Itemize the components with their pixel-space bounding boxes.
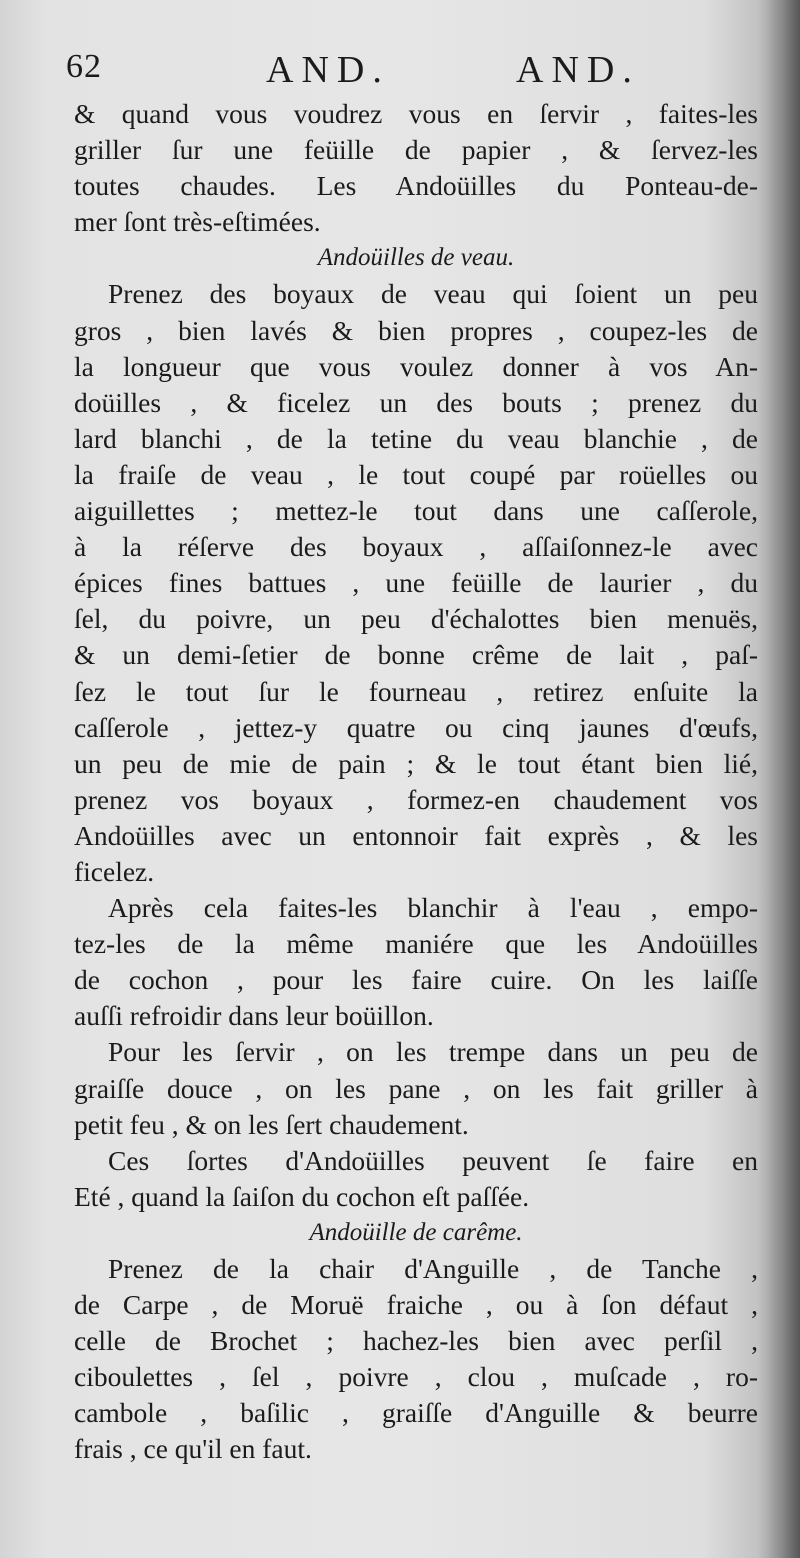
text-line: doüilles , & ficelez un des bouts ; prenez du — [74, 386, 758, 418]
text-line: Pour les ſervir , on les trempe dans un peu de — [108, 1036, 758, 1068]
text-line: ſel, du poivre, un peu d'échalottes bien menuës, — [74, 603, 758, 635]
text-line: griller ſur une feüille de papier , & ſervez-les — [74, 134, 758, 166]
text-line: petit feu , & on les ſert chaudement. — [74, 1108, 469, 1140]
spine-shadow — [758, 0, 800, 1558]
text-line: graiſſe douce , on les pane , on les fait griller à — [74, 1072, 758, 1104]
text-line: gros , bien lavés & bien propres , coupez-les de — [74, 314, 758, 346]
text-line: Prenez de la chair d'Anguille , de Tanche , — [108, 1253, 758, 1284]
text-line: ciboulettes , ſel , poivre , clou , muſcade , ro- — [74, 1361, 758, 1393]
page-number: 62 — [66, 48, 102, 85]
section-heading: Andoüille de carême. — [309, 1218, 523, 1246]
text-line: un peu de mie de pain ; & le tout étant bien lié, — [74, 747, 758, 779]
text-line: la fraiſe de veau , le tout coupé par roüelles ou — [74, 458, 758, 490]
text-line: Prenez des boyaux de veau qui ſoient un peu — [108, 278, 758, 310]
text-line: Ces ſortes d'Andoüilles peuvent ſe faire en — [108, 1144, 758, 1176]
text-line: celle de Brochet ; hachez-les bien avec perſil , — [74, 1325, 758, 1357]
text-line: tez-les de la même maniére que les Andoüilles — [74, 928, 758, 960]
text-line: à la réſerve des boyaux , aſſaiſonnez-le avec — [74, 531, 758, 563]
running-head-right: AND. — [516, 49, 640, 91]
text-line: Andoüilles avec un entonnoir fait exprès , & les — [74, 819, 758, 851]
text-line: toutes chaudes. Les Andoüilles du Ponteau-de- — [74, 170, 758, 202]
text-line: frais , ce qu'il en faut. — [74, 1433, 312, 1465]
text-line: caſſerole , jettez-y quatre ou cinq jaunes d'œufs, — [74, 711, 758, 743]
text-line: épices fines battues , une feüille de laurier , du — [74, 567, 758, 599]
section-heading: Andoüilles de veau. — [317, 244, 515, 272]
text-line: de cochon , pour les faire cuire. On les laiſſe — [74, 964, 758, 996]
text-line: Après cela faites-les blanchir à l'eau , empo- — [108, 892, 758, 924]
text-line: cambole , baſilic , graiſſe d'Anguille & beurre — [74, 1397, 758, 1429]
running-head-left: AND. — [266, 49, 390, 91]
text-line: ficelez. — [74, 855, 155, 887]
body-text — [74, 96, 758, 1468]
text-line: auſſi refroidir dans leur boüillon. — [74, 1000, 434, 1032]
text-line: de Carpe , de Moruë fraiche , ou à ſon défaut , — [74, 1289, 758, 1321]
text-line: ſez le tout ſur le fourneau , retirez enſuite la — [74, 675, 758, 707]
text-line: mer ſont très-eſtimées. — [74, 206, 321, 238]
text-line: prenez vos boyaux , formez-en chaudement vos — [74, 783, 758, 815]
text-line: Eté , quand la ſaiſon du cochon eſt paſſée. — [74, 1180, 530, 1212]
text-line: & un demi-ſetier de bonne crême de lait , paſ- — [74, 639, 758, 671]
text-line: & quand vous voudrez vous en ſervir , faites-les — [74, 98, 758, 129]
text-line: lard blanchi , de la tetine du veau blanchie , de — [74, 422, 758, 454]
text-line: la longueur que vous voulez donner à vos An- — [74, 350, 758, 382]
text-line: aiguillettes ; mettez-le tout dans une caſſerole, — [74, 495, 758, 527]
